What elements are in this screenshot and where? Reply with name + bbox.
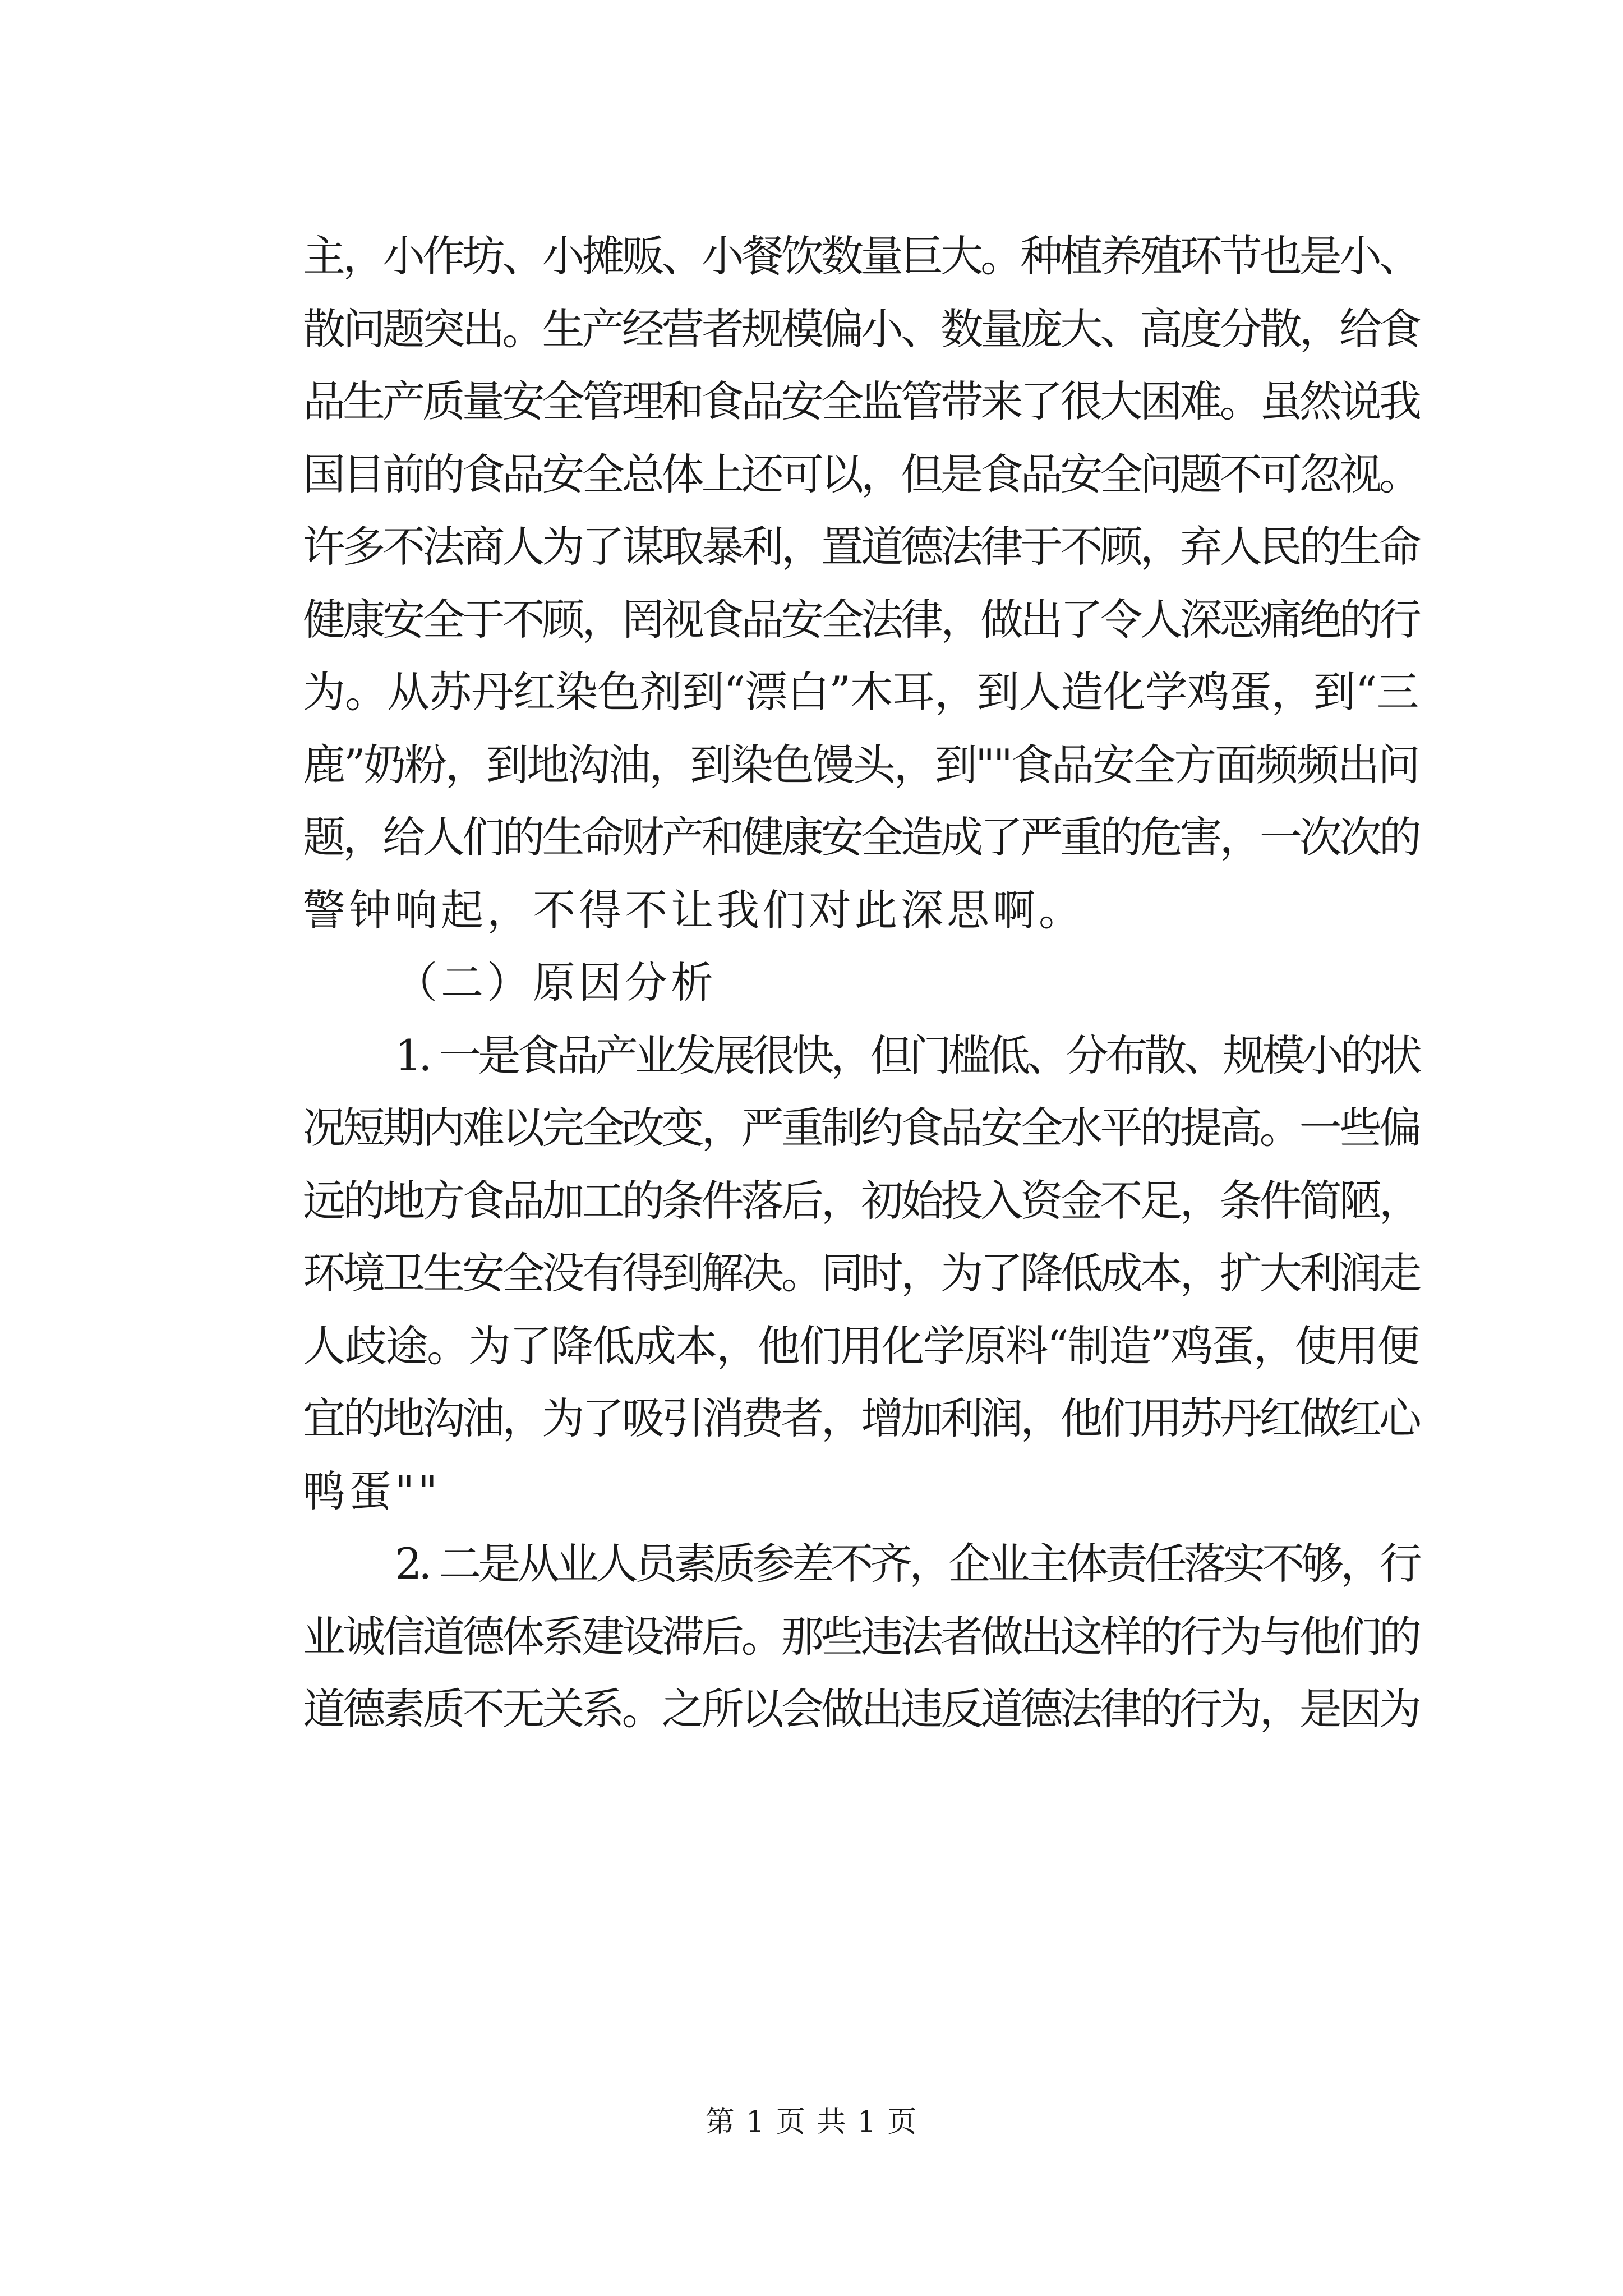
text-line: 2. 二是从业人员素质参差不齐，企业主体责任落实不够，行: [395, 1539, 1419, 1589]
text-line: 国目前的食品安全总体上还可以，但是食品安全问题不可忽视。: [303, 449, 1419, 499]
text-line: 环境卫生安全没有得到解决。同时，为了降低成本，扩大利润走: [303, 1248, 1419, 1298]
text-line: 人歧途。为了降低成本，他们用化学原料“制造”鸡蛋，使用便: [303, 1320, 1419, 1371]
page-footer: 第 1 页 共 1 页: [705, 2105, 918, 2139]
text-line: 散问题突出。生产经营者规模偏小、数量庞大、高度分散，给食: [303, 303, 1419, 354]
text-line: 许多不法商人为了谋取暴利，置道德法律于不顾，弃人民的生命: [303, 522, 1419, 572]
text-line: （二）原因分析: [395, 958, 717, 1007]
text-line: 鹿”奶粉，到地沟油，到染色馒头，到""食品安全方面频频出问: [303, 739, 1419, 790]
text-line: 况短期内难以完全改变，严重制约食品安全水平的提高。一些偏: [303, 1103, 1419, 1153]
text-line: 道德素质不无关系。之所以会做出违反道德法律的行为，是因为: [303, 1684, 1419, 1734]
text-line: 远的地方食品加工的条件落后，初始投入资金不足，条件简陋，: [303, 1175, 1419, 1226]
text-line: 业诚信道德体系建设滞后。那些违法者做出这样的行为与他们的: [303, 1611, 1419, 1662]
text-line: 主，小作坊、小摊贩、小餐饮数量巨大。种植养殖环节也是小、: [303, 231, 1419, 281]
document-body: [303, 220, 1419, 1746]
text-line: 品生产质量安全管理和食品安全监管带来了很大困难。虽然说我: [303, 376, 1419, 426]
text-line: 警钟响起，不得不让我们对此深思啊。: [303, 885, 1085, 935]
text-line: 题，给人们的生命财产和健康安全造成了严重的危害，一次次的: [303, 812, 1419, 862]
text-line: 健康安全于不顾，罔视食品安全法律，做出了令人深恶痛绝的行: [303, 594, 1419, 645]
text-line: 1. 一是食品产业发展很快，但门槛低、分布散、规模小的状: [395, 1030, 1419, 1080]
text-line: 为。从苏丹红染色剂到“漂白”木耳，到人造化学鸡蛋，到“三: [303, 667, 1419, 717]
text-line: 鸭蛋"": [303, 1466, 441, 1516]
text-line: 宜的地沟油，为了吸引消费者，增加利润，他们用苏丹红做红心: [303, 1393, 1419, 1443]
